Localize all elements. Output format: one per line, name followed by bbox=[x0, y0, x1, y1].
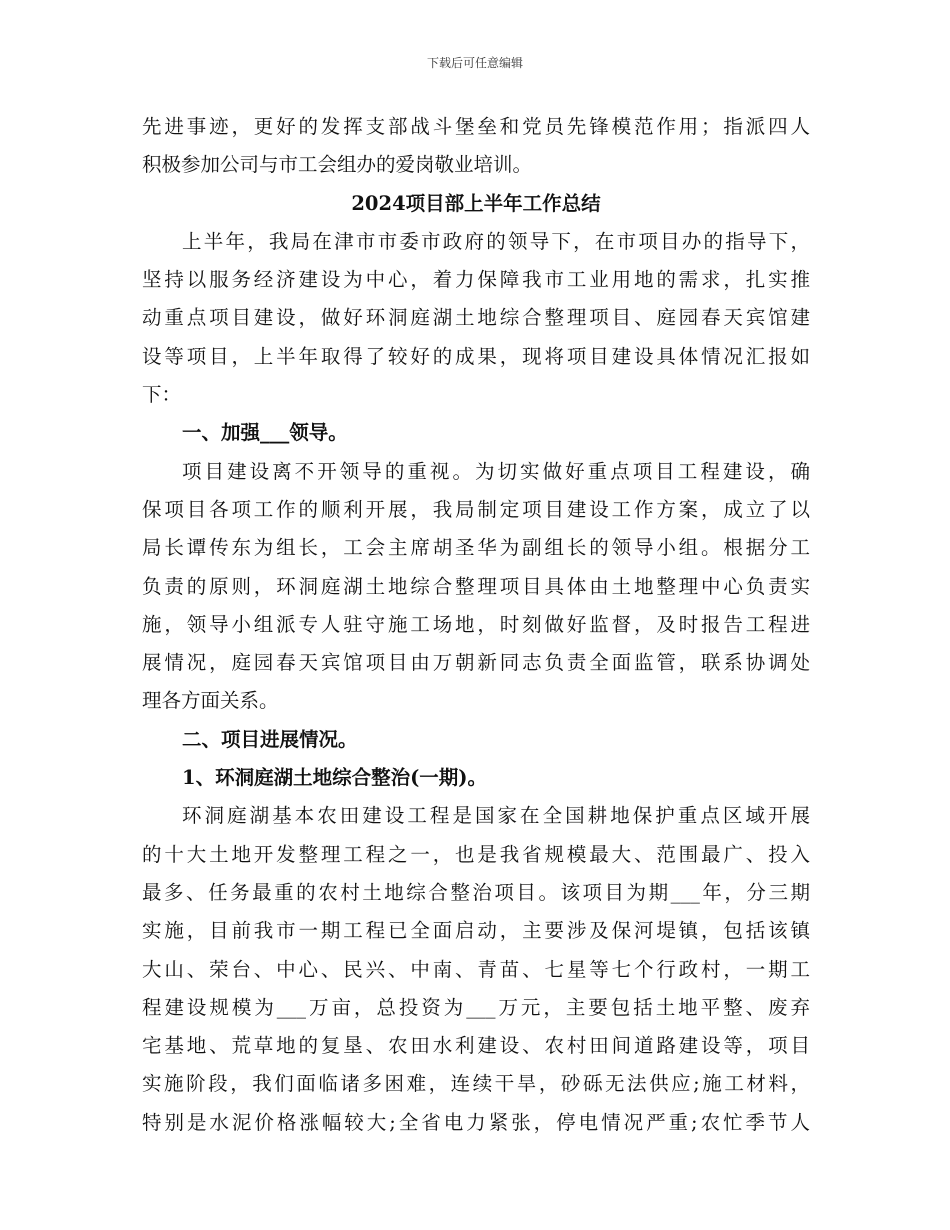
subsection-heading: 1、环洞庭湖土地综合整治(一期)。 bbox=[182, 766, 488, 790]
document-body bbox=[142, 108, 810, 1142]
body-line: 宅基地、荒草地的复垦、农田水利建设、农村田间道路建设等，项目 bbox=[142, 1034, 810, 1058]
body-line: 展情况，庭园春天宾馆项目由万朝新同志负责全面监管，联系协调处 bbox=[142, 651, 810, 675]
body-line: 最多、任务最重的农村土地综合整治项目。该项目为期___年，分三期 bbox=[142, 880, 810, 904]
page-header: 下载后可任意编辑 bbox=[426, 56, 523, 70]
body-line: 先进事迹，更好的发挥支部战斗堡垒和党员先锋模范作用；指派四人 bbox=[142, 115, 810, 138]
body-line: 程建设规模为___万亩，总投资为___万元，主要包括土地平整、废弃 bbox=[142, 995, 810, 1019]
body-line: 的十大土地开发整理工程之一，也是我省规模最大、范围最广、投入 bbox=[142, 842, 810, 866]
body-line: 环洞庭湖基本农田建设工程是国家在全国耕地保护重点区域开展 bbox=[182, 804, 810, 828]
body-line: 局长谭传东为组长，工会主席胡圣华为副组长的领导小组。根据分工 bbox=[142, 536, 810, 560]
body-line: 设等项目，上半年取得了较好的成果，现将项目建设具体情况汇报如 bbox=[142, 344, 810, 368]
body-line: 特别是水泥价格涨幅较大;全省电力紧张，停电情况严重;农忙季节人 bbox=[142, 1110, 810, 1134]
body-line: 项目建设离不开领导的重视。为切实做好重点项目工程建设，确 bbox=[182, 459, 810, 483]
body-line: 理各方面关系。 bbox=[142, 689, 279, 713]
body-line: 上半年，我局在津市市委市政府的领导下，在市项目办的指导下， bbox=[182, 229, 810, 253]
body-line: 动重点项目建设，做好环洞庭湖土地综合整理项目、庭园春天宾馆建 bbox=[142, 306, 810, 330]
body-line: 负责的原则，环洞庭湖土地综合整理项目具体由土地整理中心负责实 bbox=[142, 574, 810, 598]
body-line: 积极参加公司与市工会组办的爱岗敬业培训。 bbox=[142, 153, 533, 177]
body-line: 下： bbox=[142, 383, 182, 407]
body-line: 保项目各项工作的顺利开展，我局制定项目建设工作方案，成立了以 bbox=[142, 497, 810, 521]
body-line: 实施阶段，我们面临诸多困难，连续干旱，砂砾无法供应;施工材料， bbox=[142, 1072, 810, 1096]
body-line: 大山、荣台、中心、民兴、中南、青苗、七星等七个行政村，一期工 bbox=[142, 957, 810, 981]
document-title: 2024项目部上半年工作总结 bbox=[351, 191, 601, 215]
body-line: 实施，目前我市一期工程已全面启动，主要涉及保河堤镇，包括该镇 bbox=[142, 919, 810, 943]
body-line: 施，领导小组派专人驻守施工场地，时刻做好监督，及时报告工程进 bbox=[142, 612, 810, 636]
body-line: 坚持以服务经济建设为中心，着力保障我市工业用地的需求，扎实推 bbox=[142, 268, 810, 292]
section-heading: 一、加强___领导。 bbox=[182, 421, 348, 445]
section-heading: 二、项目进展情况。 bbox=[182, 727, 358, 751]
